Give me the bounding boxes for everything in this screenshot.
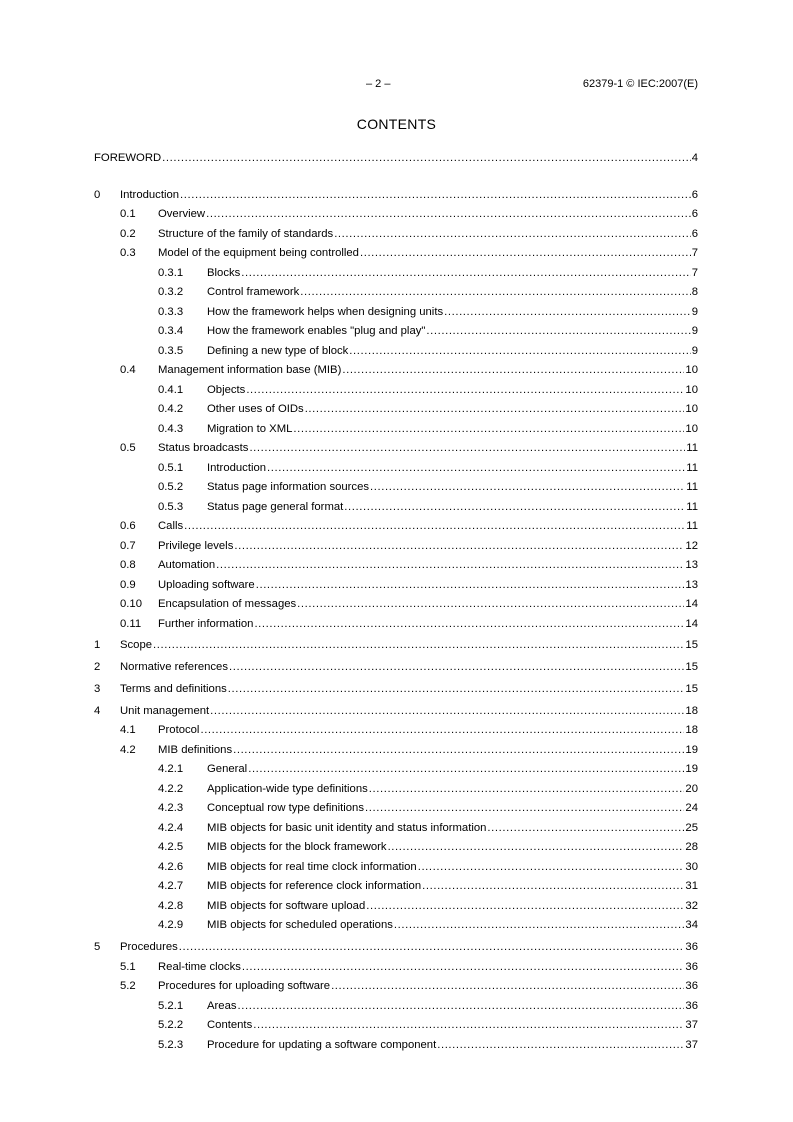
dot-leader xyxy=(228,683,685,696)
toc-entry[interactable] xyxy=(94,455,698,475)
toc-entry-title: Privilege levels xyxy=(158,539,234,552)
toc-entry-title: How the framework enables "plug and play" xyxy=(207,325,426,338)
toc-entry-title: FOREWORD xyxy=(94,151,162,164)
toc-entry-number: 0.5.2 xyxy=(158,481,184,494)
toc-entry-number: 0.9 xyxy=(120,578,136,591)
toc-entry[interactable] xyxy=(94,893,698,913)
dot-leader xyxy=(210,705,684,718)
toc-entry-number: 0.3.3 xyxy=(158,305,184,318)
dot-leader xyxy=(162,152,691,165)
dot-leader xyxy=(234,540,684,553)
toc-entry-title: MIB objects for software upload xyxy=(207,899,366,912)
toc-entry-number: 5.2.3 xyxy=(158,1038,184,1051)
toc-entry-title: MIB objects for the block framework xyxy=(207,841,387,854)
dot-leader xyxy=(342,364,684,377)
toc-entry[interactable] xyxy=(94,299,698,319)
toc-entry-number: 4.2.9 xyxy=(158,919,184,932)
toc-entry-page: 36 xyxy=(685,960,698,973)
toc-entry[interactable] xyxy=(94,416,698,436)
toc-entry[interactable] xyxy=(94,180,698,202)
dot-leader xyxy=(253,1019,684,1032)
toc-entry-page: 10 xyxy=(685,422,698,435)
toc-entry-page: 10 xyxy=(685,383,698,396)
toc-entry[interactable] xyxy=(94,993,698,1013)
toc-entry-title: Normative references xyxy=(120,661,228,674)
toc-entry-page: 30 xyxy=(685,860,698,873)
toc-entry-page: 6 xyxy=(691,208,698,221)
dot-leader xyxy=(370,481,685,494)
dot-leader xyxy=(229,661,684,674)
toc-entry-number: 4.2 xyxy=(120,743,136,756)
toc-entry-title: Terms and definitions xyxy=(120,682,227,695)
toc-entry-number: 4.2.6 xyxy=(158,860,184,873)
toc-entry-page: 14 xyxy=(685,598,698,611)
toc-entry-title: Procedures xyxy=(120,941,178,954)
dot-leader xyxy=(394,919,685,932)
toc-entry-title: General xyxy=(207,763,248,776)
dot-leader xyxy=(487,822,684,835)
toc-entry-page: 9 xyxy=(691,325,698,338)
toc-entry[interactable] xyxy=(94,202,698,222)
toc-entry-page: 11 xyxy=(686,461,698,474)
dot-leader xyxy=(418,861,685,874)
toc-entry-page: 13 xyxy=(685,578,698,591)
toc-entry-page: 15 xyxy=(685,639,698,652)
toc-entry-number: 0.3.5 xyxy=(158,344,184,357)
toc-entry-page: 11 xyxy=(686,442,698,455)
dot-leader xyxy=(360,247,691,260)
toc-entry-title: Procedure for updating a software component xyxy=(207,1038,437,1051)
dot-leader xyxy=(249,442,685,455)
toc-entry-page: 7 xyxy=(691,266,698,279)
toc-entry[interactable] xyxy=(94,913,698,933)
dot-leader xyxy=(349,345,690,358)
toc-entry-page: 31 xyxy=(685,880,698,893)
dot-leader xyxy=(369,783,685,796)
toc-entry-page: 11 xyxy=(686,520,698,533)
dot-leader xyxy=(293,423,684,436)
toc-entry-number: 4.2.4 xyxy=(158,821,184,834)
toc-entry[interactable] xyxy=(94,696,698,718)
toc-entry-page: 9 xyxy=(691,344,698,357)
toc-entry[interactable] xyxy=(94,436,698,456)
toc-entry-title: Real-time clocks xyxy=(158,960,241,973)
toc-entry[interactable] xyxy=(94,611,698,631)
toc-entry[interactable] xyxy=(94,718,698,738)
toc-entry-title: Other uses of OIDs xyxy=(207,403,304,416)
dot-leader xyxy=(388,841,685,854)
toc-entry-number: 0.2 xyxy=(120,227,136,240)
toc-entry-number: 4.2.5 xyxy=(158,841,184,854)
dot-leader xyxy=(200,724,684,737)
toc-entry[interactable] xyxy=(94,757,698,777)
toc-entry-title: MIB objects for basic unit identity and status information xyxy=(207,821,487,834)
toc-entry[interactable] xyxy=(94,1032,698,1052)
toc-entry-page: 4 xyxy=(691,151,698,164)
toc-entry[interactable] xyxy=(94,260,698,280)
dot-leader xyxy=(437,1039,684,1052)
toc-entry-title: MIB definitions xyxy=(158,743,233,756)
toc-entry[interactable] xyxy=(94,553,698,573)
toc-entry-page: 19 xyxy=(685,743,698,756)
toc-entry-number: 0.3.1 xyxy=(158,266,184,279)
toc-entry-number: 2 xyxy=(94,661,101,674)
toc-entry[interactable] xyxy=(94,954,698,974)
toc-entry[interactable] xyxy=(94,776,698,796)
toc-entry-page: 36 xyxy=(685,941,698,954)
toc-entry-number: 0.8 xyxy=(120,559,136,572)
toc-entry-page: 36 xyxy=(685,999,698,1012)
toc-entry-number: 5.2.1 xyxy=(158,999,184,1012)
toc-entry-title: Migration to XML xyxy=(207,422,293,435)
toc-entry[interactable] xyxy=(94,377,698,397)
toc-entry-page: 8 xyxy=(691,286,698,299)
toc-entry-number: 0.10 xyxy=(120,598,142,611)
toc-entry-number: 1 xyxy=(94,639,101,652)
toc-entry-title: MIB objects for real time clock information xyxy=(207,860,417,873)
toc-entry-title: Introduction xyxy=(120,188,180,201)
toc-entry[interactable] xyxy=(94,652,698,674)
toc-entry[interactable] xyxy=(94,358,698,378)
toc-entry[interactable] xyxy=(94,338,698,358)
toc-entry-number: 0.1 xyxy=(120,208,136,221)
dot-leader xyxy=(256,579,685,592)
toc-entry-page: 10 xyxy=(685,364,698,377)
toc-entry-page: 11 xyxy=(686,500,698,513)
toc-entry[interactable] xyxy=(94,475,698,495)
toc-entry-number: 0.11 xyxy=(120,617,142,630)
toc-entry-number: 4.2.1 xyxy=(158,763,184,776)
toc-entry[interactable] xyxy=(94,592,698,612)
toc-entry-number: 0.6 xyxy=(120,520,136,533)
toc-entry-page: 6 xyxy=(691,227,698,240)
toc-entry-title: Uploading software xyxy=(158,578,255,591)
toc-entry-number: 5.2 xyxy=(120,980,136,993)
toc-entry-number: 0.3.4 xyxy=(158,325,184,338)
toc-entry-title: Application-wide type definitions xyxy=(207,782,368,795)
toc-entry-number: 4.1 xyxy=(120,724,136,737)
table-of-contents xyxy=(94,143,698,1052)
toc-entry-title: Model of the equipment being controlled xyxy=(158,247,359,260)
toc-entry[interactable] xyxy=(94,514,698,534)
toc-entry-title: Areas xyxy=(207,999,237,1012)
toc-entry-number: 0.5.1 xyxy=(158,461,184,474)
toc-entry[interactable] xyxy=(94,631,698,653)
toc-entry-number: 5.1 xyxy=(120,960,136,973)
dot-leader xyxy=(206,208,691,221)
toc-entry-title: Calls xyxy=(158,520,184,533)
dot-leader xyxy=(444,306,691,319)
toc-entry-page: 36 xyxy=(685,980,698,993)
toc-entry[interactable] xyxy=(94,241,698,261)
dot-leader xyxy=(254,618,684,631)
document-reference: 62379-1 © IEC:2007(E) xyxy=(582,78,698,90)
toc-entry-title: Status page general format xyxy=(207,500,344,513)
toc-entry-page: 37 xyxy=(685,1038,698,1051)
toc-entry[interactable] xyxy=(94,221,698,241)
toc-entry-title: Blocks xyxy=(207,266,241,279)
dot-leader xyxy=(331,980,684,993)
dot-leader xyxy=(242,961,685,974)
toc-entry-number: 0.5.3 xyxy=(158,500,184,513)
toc-entry-number: 3 xyxy=(94,682,101,695)
toc-entry[interactable] xyxy=(94,835,698,855)
toc-entry-title: Introduction xyxy=(207,461,267,474)
dot-leader xyxy=(300,286,690,299)
toc-entry-title: Control framework xyxy=(207,286,300,299)
toc-entry-title: Further information xyxy=(158,617,254,630)
toc-entry-page: 11 xyxy=(686,481,698,494)
dot-leader xyxy=(248,763,684,776)
toc-entry-number: 0.7 xyxy=(120,539,136,552)
toc-entry-page: 6 xyxy=(691,188,698,201)
toc-entry[interactable] xyxy=(94,319,698,339)
dot-leader xyxy=(422,880,684,893)
toc-entry[interactable] xyxy=(94,854,698,874)
dot-leader xyxy=(305,403,685,416)
toc-entry[interactable] xyxy=(94,815,698,835)
page-number: – 2 – xyxy=(366,78,391,90)
toc-entry[interactable] xyxy=(94,874,698,894)
toc-entry-title: Conceptual row type definitions xyxy=(207,802,364,815)
toc-entry-title: Status page information sources xyxy=(207,481,370,494)
toc-entry-title: Structure of the family of standards xyxy=(158,227,334,240)
dot-leader xyxy=(267,462,685,475)
toc-entry-page: 37 xyxy=(685,1019,698,1032)
toc-entry-number: 0.5 xyxy=(120,442,136,455)
toc-entry-page: 15 xyxy=(685,661,698,674)
dot-leader xyxy=(297,598,684,611)
dot-leader xyxy=(180,189,691,202)
dot-leader xyxy=(216,559,684,572)
toc-entry-number: 0.3 xyxy=(120,247,136,260)
dot-leader xyxy=(344,501,685,514)
toc-entry[interactable] xyxy=(94,397,698,417)
dot-leader xyxy=(246,384,684,397)
toc-entry-page: 7 xyxy=(691,247,698,260)
toc-entry-number: 0.4.3 xyxy=(158,422,184,435)
dot-leader xyxy=(179,941,685,954)
toc-entry-title: Management information base (MIB) xyxy=(158,364,342,377)
toc-entry-number: 5.2.2 xyxy=(158,1019,184,1032)
toc-entry-number: 0.4 xyxy=(120,364,136,377)
toc-entry-number: 4.2.8 xyxy=(158,899,184,912)
toc-entry-number: 0.4.2 xyxy=(158,403,184,416)
dot-leader xyxy=(153,639,684,652)
page-title: CONTENTS xyxy=(356,116,437,132)
toc-entry-page: 15 xyxy=(685,682,698,695)
toc-entry-page: 34 xyxy=(685,919,698,932)
toc-entry-number: 5 xyxy=(94,941,101,954)
toc-entry-page: 32 xyxy=(685,899,698,912)
toc-entry-title: Protocol xyxy=(158,724,200,737)
toc-entry-title: Contents xyxy=(207,1019,253,1032)
toc-entry-title: MIB objects for scheduled operations xyxy=(207,919,393,932)
toc-entry-page: 13 xyxy=(685,559,698,572)
dot-leader xyxy=(238,1000,685,1013)
toc-entry[interactable] xyxy=(94,1013,698,1033)
dot-leader xyxy=(184,520,685,533)
toc-entry-number: 4.2.3 xyxy=(158,802,184,815)
toc-entry-title: Status broadcasts xyxy=(158,442,249,455)
toc-entry-page: 24 xyxy=(685,802,698,815)
toc-entry[interactable] xyxy=(94,674,698,696)
toc-entry-title: Unit management xyxy=(120,704,210,717)
dot-leader xyxy=(366,900,684,913)
dot-leader xyxy=(365,802,684,815)
toc-entry[interactable] xyxy=(94,796,698,816)
toc-entry-page: 18 xyxy=(685,724,698,737)
toc-entry-number: 0.3.2 xyxy=(158,286,184,299)
toc-entry-title: Encapsulation of messages xyxy=(158,598,297,611)
toc-entry-title: Automation xyxy=(158,559,216,572)
toc-entry-number: 4 xyxy=(94,704,101,717)
toc-entry-title: Objects xyxy=(207,383,246,396)
toc-entry-title: Scope xyxy=(120,639,153,652)
toc-entry[interactable] xyxy=(94,974,698,994)
toc-entry[interactable] xyxy=(94,932,698,954)
toc-entry-page: 28 xyxy=(685,841,698,854)
toc-entry-page: 14 xyxy=(685,617,698,630)
toc-entry[interactable] xyxy=(94,533,698,553)
toc-entry-number: 4.2.2 xyxy=(158,782,184,795)
toc-entry[interactable] xyxy=(94,494,698,514)
toc-entry-number: 0.4.1 xyxy=(158,383,184,396)
toc-entry[interactable] xyxy=(94,143,698,165)
toc-entry[interactable] xyxy=(94,280,698,300)
toc-entry-page: 10 xyxy=(685,403,698,416)
toc-entry-page: 12 xyxy=(685,539,698,552)
toc-entry[interactable] xyxy=(94,572,698,592)
dot-leader xyxy=(241,267,690,280)
toc-entry-title: Overview xyxy=(158,208,206,221)
toc-entry-title: Procedures for uploading software xyxy=(158,980,331,993)
dot-leader xyxy=(426,325,690,338)
dot-leader xyxy=(233,744,684,757)
toc-entry-page: 18 xyxy=(685,704,698,717)
toc-entry-title: Defining a new type of block xyxy=(207,344,349,357)
toc-entry-page: 20 xyxy=(685,782,698,795)
toc-entry-page: 9 xyxy=(691,305,698,318)
toc-entry-number: 4.2.7 xyxy=(158,880,184,893)
toc-entry-title: How the framework helps when designing units xyxy=(207,305,444,318)
toc-entry-number: 0 xyxy=(94,188,101,201)
toc-entry[interactable] xyxy=(94,737,698,757)
dot-leader xyxy=(334,228,691,241)
toc-entry-page: 25 xyxy=(685,821,698,834)
toc-entry-page: 19 xyxy=(685,763,698,776)
toc-entry-title: MIB objects for reference clock information xyxy=(207,880,422,893)
